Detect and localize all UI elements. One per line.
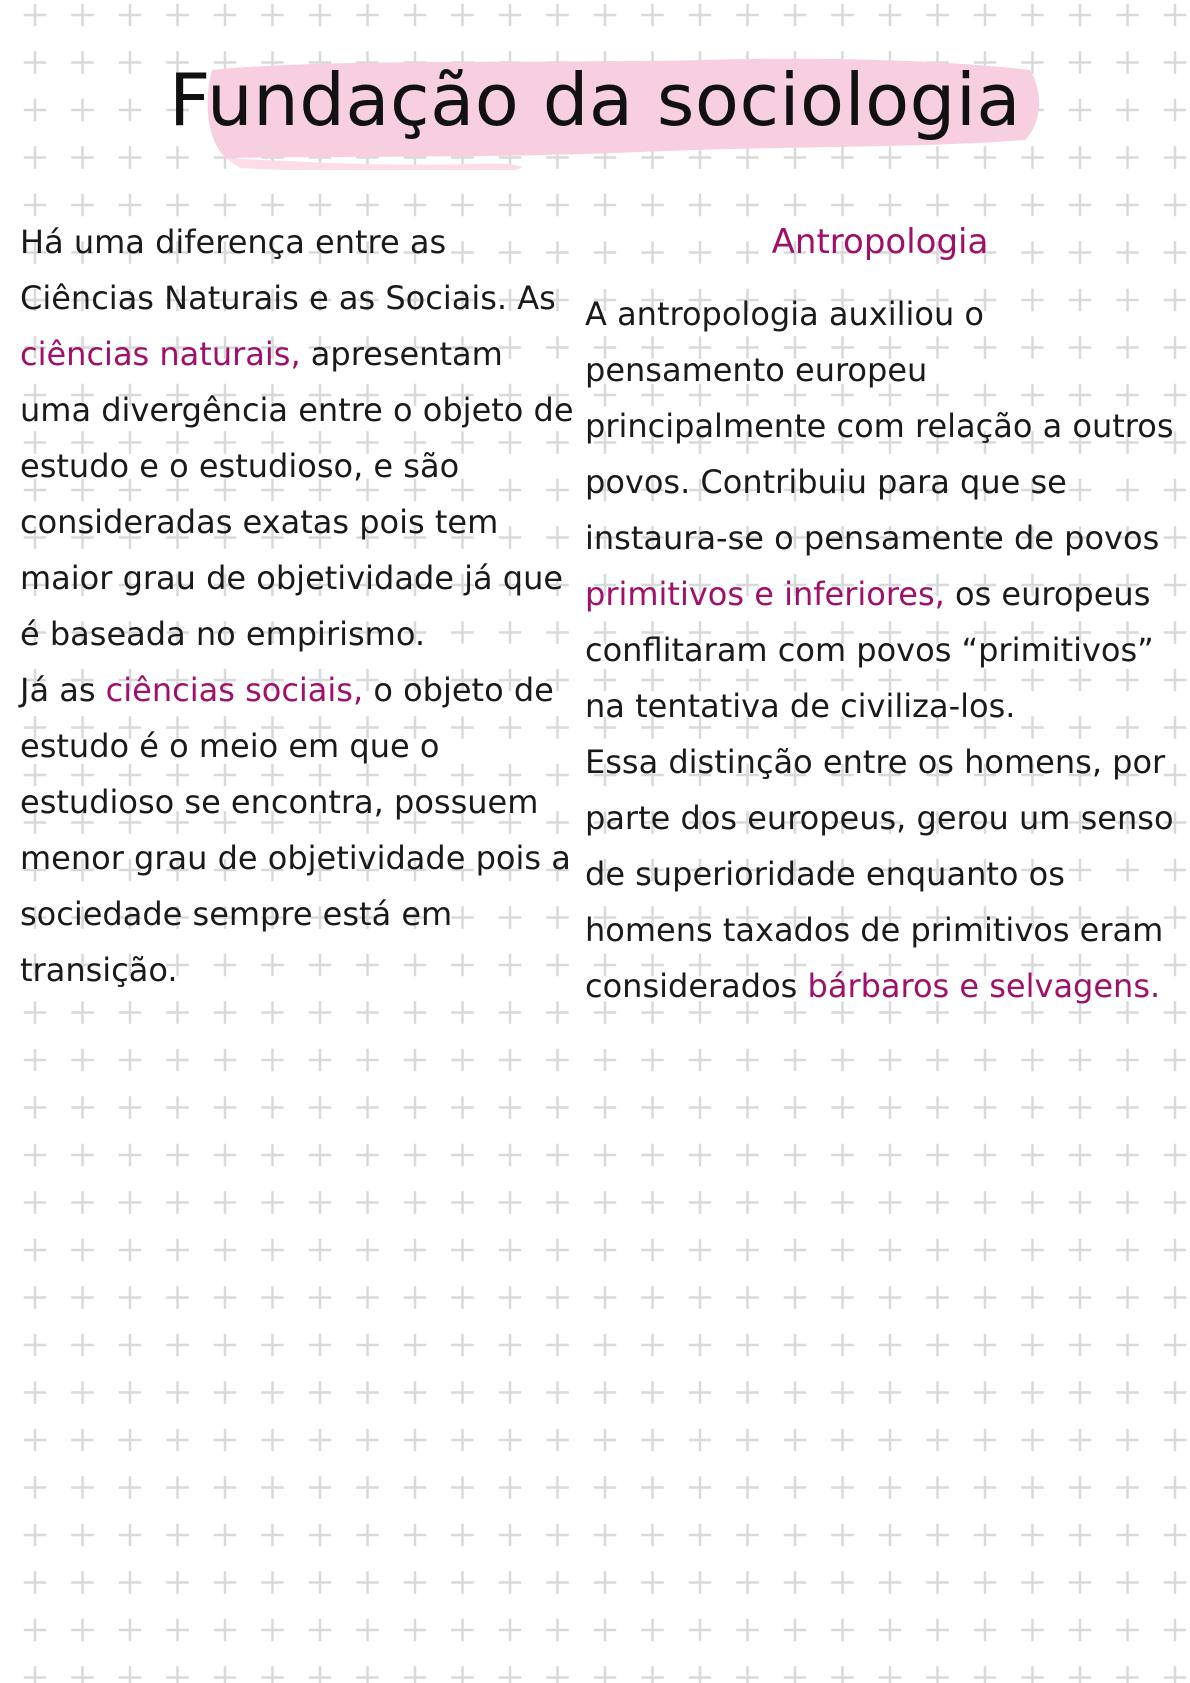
- paragraph-text: Há uma diferença entre as Ciências Naturais e as Sociais. As: [20, 223, 556, 317]
- highlighted-term-primitive-inferior: primitivos e inferiores,: [585, 575, 945, 613]
- anthropology-heading: Antropologia: [771, 222, 989, 262]
- title-area: [0, 40, 1190, 170]
- left-column: [20, 214, 580, 998]
- paragraph-text: o objeto de estudo é o meio em que o estudioso se encontra, possuem menor grau de objetividade pois a sociedade sempre está em transição.: [20, 671, 571, 989]
- paragraph-text: Já as: [20, 671, 106, 709]
- anthropology-paragraph: [585, 286, 1175, 734]
- paragraph-text: os europeus conflitaram com povos “primitivos” na tentativa de civiliza-los.: [585, 575, 1154, 725]
- paragraph-text: Essa distinção entre os homens, por parte dos europeus, gerou um senso de superioridade enquanto os homens taxados de primitivos eram considerados: [585, 743, 1174, 1005]
- highlighted-term-natural-sciences: ciências naturais,: [20, 335, 301, 373]
- social-sciences-paragraph: [20, 662, 580, 998]
- right-column: [585, 214, 1175, 1014]
- highlighted-term-social-sciences: ciências sociais,: [105, 671, 364, 709]
- page-title: Fundação da sociologia: [168, 58, 1021, 142]
- natural-sciences-paragraph: [20, 214, 580, 662]
- paragraph-text: apresentam uma divergência entre o objeto de estudo e o estudioso, e são consideradas exatas pois tem maior grau de objetividade já que é baseada no empirismo.: [20, 335, 574, 653]
- distinction-paragraph: [585, 734, 1175, 1014]
- highlighted-term-barbarians-savages: bárbaros e selvagens.: [807, 967, 1161, 1005]
- paragraph-text: A antropologia auxiliou o pensamento europeu principalmente com relação a outros povos. Contribuiu para que se instaura-se o pensamente de povos: [585, 295, 1174, 557]
